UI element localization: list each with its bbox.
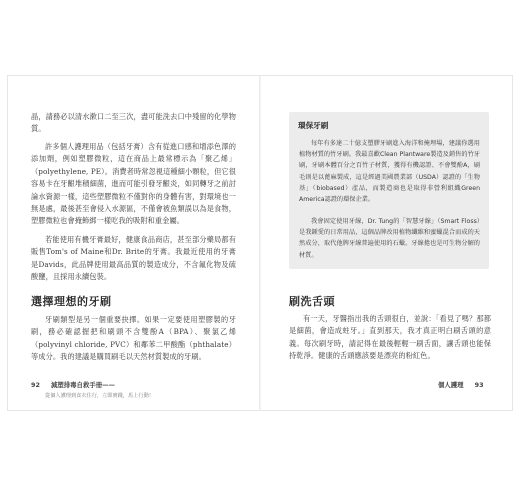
paragraph: 若能使用有機牙膏最好，健康食品商店，甚至部分藥局都有販售Tom's of Maine和Dr. Brite的牙膏。我最近使用的牙膏是Davids，此品牌使用最高品質的製造成分，不含氟化物及硫酸鹽，且採用永續包裝。 bbox=[31, 235, 236, 282]
box-paragraph: 我會固定使用牙線，Dr. Tung的「智慧牙線」（Smart Floss）是我鍾愛的日常用品，這個品牌改用植物纖維和蜜蠟混合而成的天然成分，取代他牌牙線普遍使用的石蠟。牙線捲也是可生物分解的材質。 bbox=[299, 218, 480, 259]
sidebar-box bbox=[289, 112, 489, 269]
book-title: 減塑排毒自救手冊—— bbox=[51, 381, 115, 389]
paragraph: 許多個人護理用品（包括牙膏）含有從進口感和增添色澤的添加劑，例如塑膠微粒，這在商品上最常標示為「聚乙烯」（polyethylene, PE）。消費者時常忽視這種細小顆粒，但它很容易卡在牙齦堆積細菌，進而可能引發牙齦炎，如同轉牙之前討論水資源一樣，這些塑膠微粒不僅對你的身體有害，對環境也一無是處，最後甚至會侵入水源區，不僅會被魚類誤以為是食物，塑膠微粒也會掩飾綁一樣吃我的吸附和重金屬。 bbox=[31, 142, 236, 226]
section-heading: 刷洗舌頭 bbox=[289, 295, 335, 308]
paragraph: 有一天，牙醫指出我的舌頭很白，並說：「看見了嗎？那都是細菌，會造成蛀牙。」直到那天，我才真正明白刷舌頭的意義。每次刷牙時，請記得在最後輕輕一刷舌面，讓舌頭也能保持乾淨。健康的舌頭應該要是漂亮的粉紅色。 bbox=[289, 314, 491, 361]
book-gutter bbox=[259, 76, 261, 410]
left-footer bbox=[31, 372, 154, 399]
page-number: 93 bbox=[474, 381, 484, 389]
paragraph: 牙刷類型是另一個重要抉擇。如果一定要使用塑膠製的牙刷，務必確認握把和刷頭不含雙酚A（BPA）、聚氯乙烯（polyvinyl chloride, PVC）和鄰苯二甲酸酯（phthalate）等成分。我的建議是購買刷毛以天然材質製成的牙刷。 bbox=[31, 315, 236, 362]
book-subtitle: 從個人護理到食衣住行，立即實踐，馬上行動！ bbox=[45, 393, 154, 399]
right-footer bbox=[438, 372, 484, 391]
box-title: 環保牙刷 bbox=[298, 121, 329, 130]
page-number: 92 bbox=[31, 381, 40, 389]
box-paragraph: 每年有多達二十億支塑膠牙刷進入海洋和掩埋場，建議你選用植物材質的竹牙刷。我最喜歡Clean Plantware製造及銷售的竹牙刷，牙刷本體百分之百竹子材質，獲得有機認證、不會雙酚A，刷毛則是以蓖麻製成，這是經過美國農業部（USDA）認證的「生物基」（biobased）產品，而製造商也是取得非營利組織Green America認證的環保企業。 bbox=[299, 140, 480, 204]
section-heading: 選擇理想的牙刷 bbox=[31, 295, 112, 308]
paragraph: 晶，請務必以清水漱口二至三次，盡可能洗去口中殘留的化學物質。 bbox=[31, 112, 236, 134]
chapter-title: 個人護理 bbox=[438, 381, 464, 389]
